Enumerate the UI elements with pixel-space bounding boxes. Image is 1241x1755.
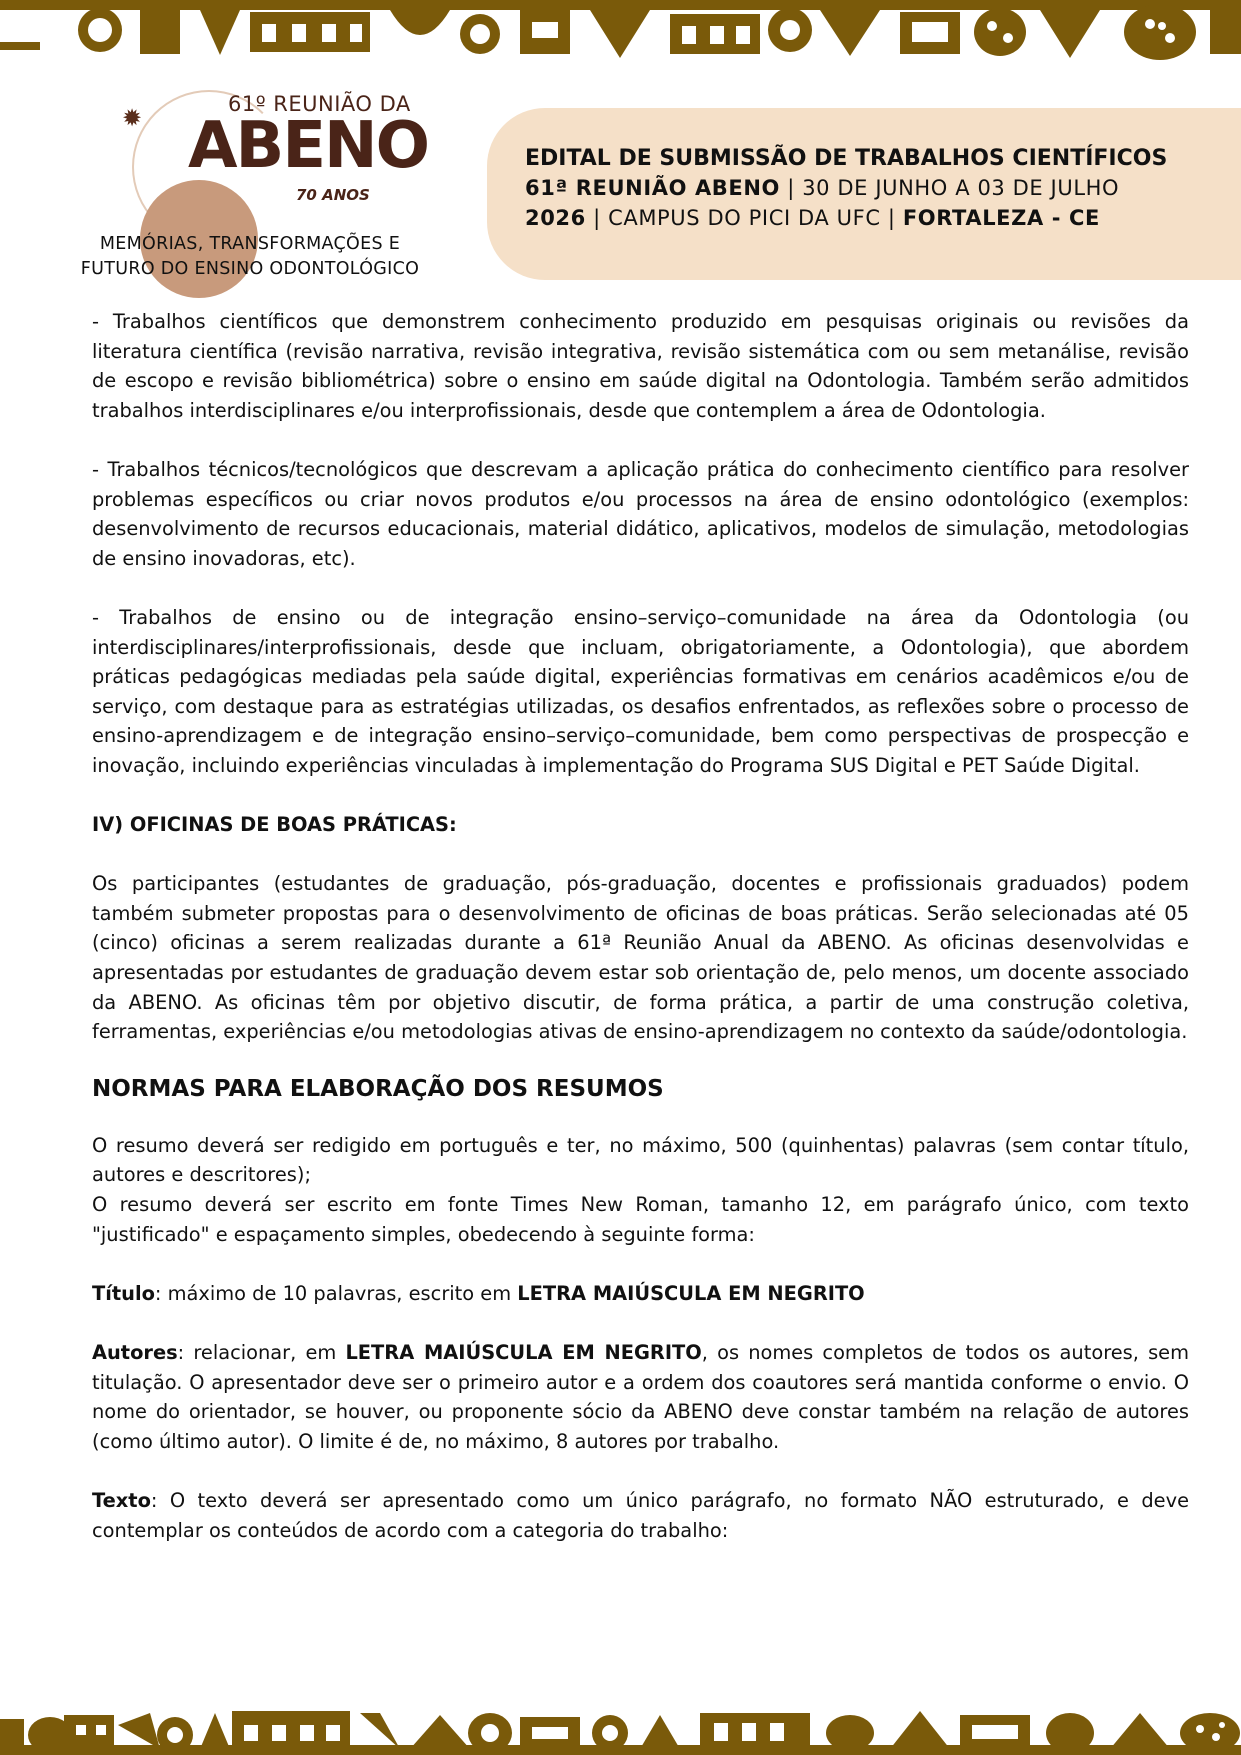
event-name: 61ª REUNIÃO ABENO [525,176,780,200]
paragraph-workshops: Os participantes (estudantes de graduação, pós-graduação, docentes e profissionais graduados) podem também submeter propostas para o desenvolvimento de oficinas de boas práticas. Serão selecionadas até 05 (cinco) oficinas a serem realizadas durante a 61ª Reunião Anual da ABENO. As oficinas desenvolvidas e apresentadas por estudantes de graduação devem estar sob orientação de, pelo menos, um docente associado da ABENO. As oficinas têm por objetivo discutir, de forma prática, a partir de uma construção coletiva, ferramentas, experiências e/ou metodologias ativas de ensino-aprendizagem no contexto da saúde/odontologia. [92,872,1189,1044]
logo-years: 70 ANOS [296,186,370,204]
paragraph-teaching-works: - Trabalhos de ensino ou de integração ensino–serviço–comunidade na área da Odontologia (ou interdisciplinares/interprofissionais, desde que incluam, obrigatoriamente, a Odontologia), que abordem práticas pedagógicas mediadas pela saúde digital, experiências formativas em cenários acadêmicos e/ou de serviço, com destaque para as estratégias utilizadas, os desafios enfrentados, as reflexões sobre o processo de ensino-aprendizagem e de integração ensino–serviço–comunidade, bem como perspectivas de prospecção e inovação, incluindo experiências vinculadas à implementação do Programa SUS Digital e PET Saúde Digital. [92,605,1189,777]
text-text: : O texto deverá ser apresentado como um único parágrafo, no formato NÃO estruturado, e deve contemplar os conteúdos de acordo com a categoria do trabalho: [92,1488,1189,1542]
norm-font: O resumo deverá ser escrito em fonte Times New Roman, tamanho 12, em parágrafo único, com texto "justificado" e espaçamento simples, obedecendo à seguinte forma: [92,1193,1189,1246]
authors-bold: LETRA MAIÚSCULA EM NEGRITO [345,1341,702,1364]
authors-label: Autores [92,1341,178,1364]
tagline-line-2: FUTURO DO ENSINO ODONTOLÓGICO [80,259,420,279]
norm-language: O resumo deverá ser redigido em português e ter, no máximo, 500 (quinhentas) palavras (sem contar título, autores e descritores); [92,1133,1189,1187]
section-iv-heading: IV) OFICINAS DE BOAS PRÁTICAS: [92,813,457,837]
logo-edition: 61º REUNIÃO DA [228,92,411,116]
paragraph-technical-works: - Trabalhos técnicos/tecnológicos que descrevam a aplicação prática do conhecimento científico para resolver problemas específicos ou criar novos produtos e/ou processos na área de ensino odontológico (exemplos: desenvolvimento de recursos educacionais, material didático, aplicativos, modelos de simulação, metodologias de ensino inovadoras, etc). [92,457,1189,570]
abeno-logo [40,88,460,278]
edital-title: EDITAL DE SUBMISSÃO DE TRABALHOS CIENTÍFICOS [525,146,1168,171]
event-city: FORTALEZA - CE [902,206,1100,230]
folk-pattern-icon [0,0,1241,64]
logo-tagline [40,232,460,282]
authors-text-2: , os nomes completos de todos os autores, sem titulação. O apresentador deve ser o primeiro autor e a ordem dos coautores será mantida conforme o envio. O nome do orientador, se houver, ou proponente sócio da ABENO deve constar também na relação de autores (como último autor). O limite é de, no máximo, 8 autores por trabalho. [92,1341,1189,1453]
norms-heading: NORMAS PARA ELABORAÇÃO DOS RESUMOS [92,1075,664,1102]
event-line [525,176,1119,200]
authors-text-1: : relacionar, em [177,1341,346,1364]
top-decorative-border [0,0,1241,64]
norm-title [92,1279,1189,1309]
title-text: : máximo de 10 palavras, escrito em [154,1281,518,1305]
norm-authors [92,1338,1189,1456]
separator: | [779,176,803,200]
tagline-line-1: MEMÓRIAS, TRANSFORMAÇÕES E [99,234,401,254]
event-year: 2026 [525,206,586,230]
logo-brand: ABENO [188,109,428,183]
norm-text [92,1486,1189,1545]
title-bold: LETRA MAIÚSCULA EM NEGRITO [517,1281,865,1305]
bottom-decorative-border [0,1705,1241,1755]
location-line [525,206,1100,230]
edital-header-box [487,108,1241,280]
text-label: Texto [92,1488,151,1512]
event-venue: | CAMPUS DO PICI DA UFC | [585,206,903,230]
paragraph-scientific-works: - Trabalhos científicos que demonstrem conhecimento produzido em pesquisas originais ou revisões da literatura científica (revisão narrativa, revisão integrativa, revisão sistemática com ou sem metanálise, revisão de escopo e revisão bibliométrica) sobre o ensino em saúde digital na Odontologia. Também serão admitidos trabalhos interdisciplinares e/ou interprofissionais, desde que contemplem a área de Odontologia. [92,310,1189,422]
document-body [92,307,1189,1545]
folk-pattern-icon [0,1705,1241,1755]
event-dates: 30 DE JUNHO A 03 DE JULHO [802,176,1120,200]
sun-icon: ✹ [122,104,143,132]
title-label: Título [92,1281,155,1305]
